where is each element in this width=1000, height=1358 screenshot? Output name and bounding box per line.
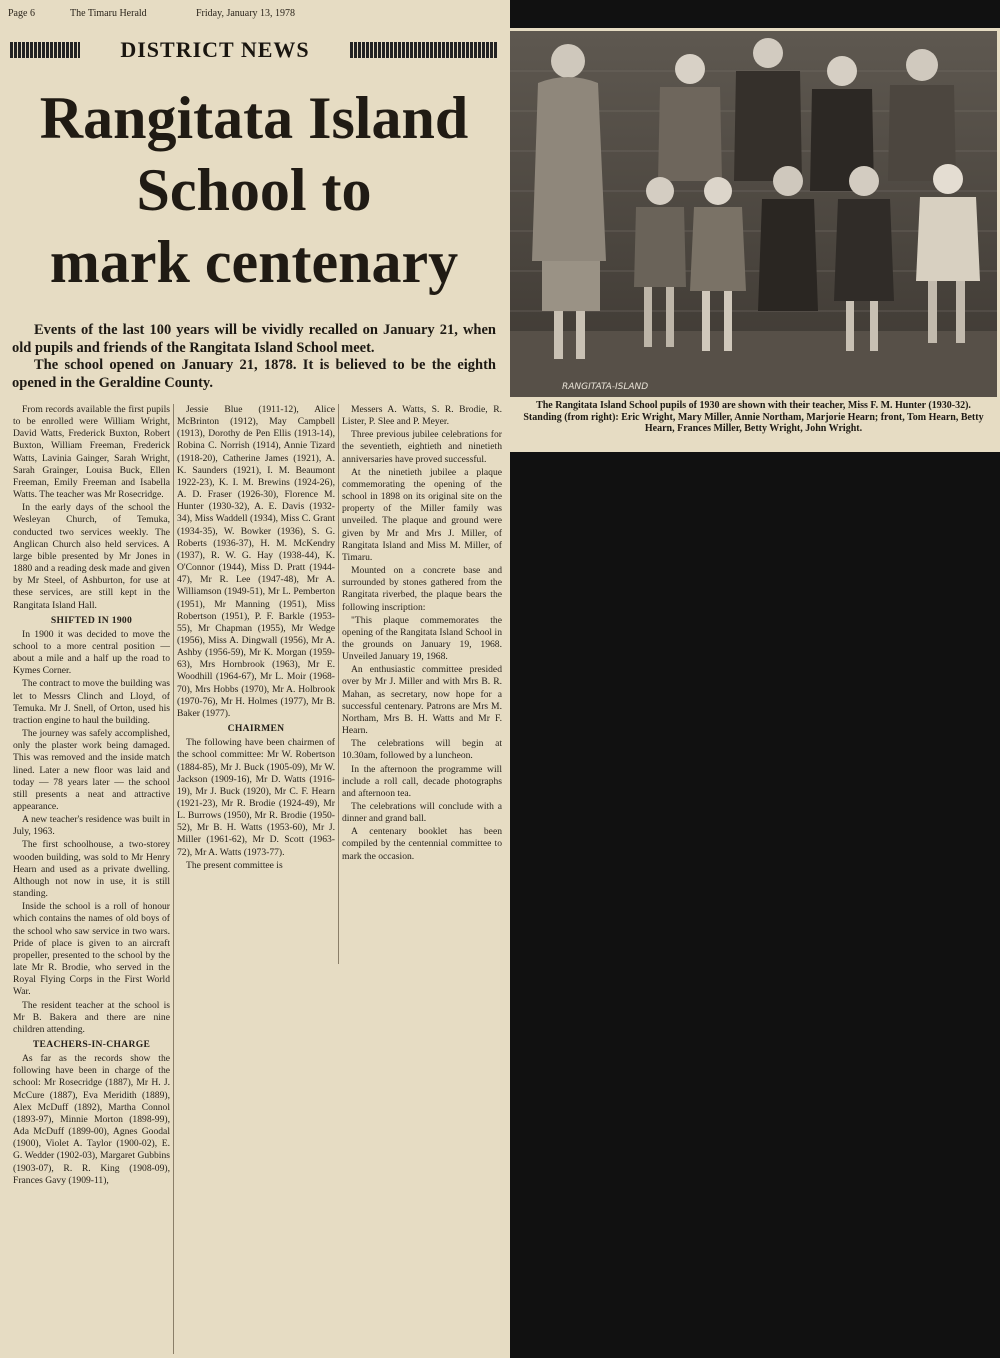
paragraph: The celebrations will conclude with a dinner and grand ball. bbox=[342, 801, 502, 825]
paragraph: In the afternoon the programme will include a roll call, decade photographs and afternoon tea. bbox=[342, 763, 502, 799]
column-rule bbox=[173, 404, 174, 1354]
paragraph: In 1900 it was decided to move the school to a more central position — about a mile and a half up the road to Kymes Corner. bbox=[13, 628, 170, 677]
paragraph: The celebrations will begin at 10.30am, followed by a luncheon. bbox=[342, 738, 502, 762]
standfirst bbox=[12, 322, 496, 392]
paragraph: Three previous jubilee celebrations for the seventieth, eightieth and ninetieth anniversaries have proved successful. bbox=[342, 429, 502, 465]
article-column-3 bbox=[342, 404, 502, 864]
paragraph: Messers A. Watts, S. R. Brodie, R. Lister, P. Slee and P. Meyer. bbox=[342, 404, 502, 428]
article-column-2 bbox=[177, 404, 335, 873]
paragraph: The present committee is bbox=[186, 859, 283, 871]
subheading: CHAIRMEN bbox=[227, 723, 285, 735]
paragraph: An enthusiastic committee presided over by Mr J. Miller and with Mrs B. R. Mahan, as secretary, now hope for a successful centenary. Patrons are Mrs M. Northam, Mrs B. H. Watts and Mr F. Hearn. bbox=[342, 664, 502, 737]
paragraph: As far as the records show the following have been in charge of the school: Mr Rosecridge (1887), Mr H. J. McCure (1887), Eva Meridith (1889), Alex McDuff (1892), Martha Connol (1893-97), Minnie Morton (1898-99), Ada McDuff (1899-00), Agnes Goodal (1900), Violet A. Taylor (1900-02), E. G. Wedder (1902-03), Margaret Gubbins (1903-07), R. R. King (1908-09), Frances Gavy (1909-11), bbox=[13, 1053, 170, 1186]
paragraph: "This plaque commemorates the opening of the Rangitata Island School in the grounds on January 19, 1968. Unveiled January 19, 1968. bbox=[342, 614, 502, 663]
paragraph: A new teacher's residence was built in July, 1963. bbox=[13, 814, 170, 838]
masthead bbox=[8, 6, 503, 22]
banner-stripes-right bbox=[350, 42, 498, 58]
subheading: SHIFTED IN 1900 bbox=[50, 614, 133, 626]
newspaper-name: The Timaru Herald bbox=[70, 8, 147, 19]
publication-date: Friday, January 13, 1978 bbox=[196, 8, 296, 19]
paragraph: From records available the first pupils to be enrolled were William Wright, David Watts, Frederick Buxton, Robert Buxton, William Freeman, Frederick Watts, Lavinia Gainger, Sarah Wright, Sarah Grainger, Louisa Buck, Ellen Freeman, Emily Freeman and Isabella Watts. The teacher was Mr Rosecridge. bbox=[13, 404, 170, 501]
paragraph: Jessie Blue (1911-12), Alice McBrinton (1912), May Campbell (1913), Dorothy de Pen Ellis (1913-14), Robina C. Norrish (1914), Annie Tizard (1918-20), Catherine James (1921), A. K. Saunders (1921), I. M. Beaumont 1922-23), K. I. M. Brewins (1924-26), A. D. Fraser (1926-30), Florence M. Hunter (1930-32), A. E. Davis (1932-34), Miss Waddell (1934), Miss C. Grant (1934-35), W. Bowker (1936), S. G. Roberts (1936-37), H. M. McKendry (1937), R. W. G. Hay (1938-44), K. O'Connor (1944), Miss D. Pratt (1944-47), Mr R. Lee (1947-48), Mr A. Williamson (1949-51), Mr L. Pemberton (1951), Mr Manning (1951), Miss Robertson (1951), P. F. Barkle (1953-55), Mr Chapman (1955), Mr Wedge (1956), Miss A. Dingwall (1956), Mr A. Ashby (1956-59), Mr K. Morgan (1959-63), Mrs Hornbrook (1963), Mr E. Woodhill (1964-67), Mr L. Moir (1968-70), Mrs Hobbs (1970), Mr A. Holbrook (1970-76), Mr H. Holmes (1977), Mr B. Baker (1977). bbox=[177, 404, 335, 719]
standfirst-paragraph: The school opened on January 21, 1878. It is believed to be the eighth opened in the Geraldine County. bbox=[12, 357, 496, 391]
headline-line: Rangitata Island bbox=[39, 85, 469, 151]
photo-inscription: RANGITATA-ISLAND bbox=[562, 382, 649, 392]
paragraph: A centenary booklet has been compiled by the centennial committee to mark the occasion. bbox=[342, 826, 502, 862]
photo-caption: The Rangitata Island School pupils of 1930 are shown with their teacher, Miss F. M. Hunter (1930-32). Standing (from right): Eric Wright, Mary Miller, Annie Northam, Marjorie Hearn; front, Tom Hearn, Betty Hearn, Frances Miller, Betty Wright, John Wright. bbox=[523, 400, 984, 434]
paragraph: The resident teacher at the school is Mr B. Bakera and there are nine children attending. bbox=[13, 999, 170, 1035]
column-rule bbox=[338, 404, 339, 964]
subheading: TEACHERS-IN-CHARGE bbox=[32, 1038, 151, 1050]
paragraph: At the ninetieth jubilee a plaque commemorating the opening of the school in 1898 on its original site on the property of the Miller family was unveiled. The plaque and ground were given by Mr and Mrs J. Miller, of Rangitata Island and Miss M. Miller, of Timaru. bbox=[342, 466, 502, 563]
section-banner bbox=[10, 38, 498, 64]
headline-line: School to bbox=[136, 157, 372, 223]
paragraph: In the early days of the school the Wesleyan Church, of Temuka, conducted two services weekly. The Anglican Church also held services. A large bible presented by Mr Jones in 1880 and a reading desk made and given by Mr Steel, of Ashburton, for use at these services, are still kept in the Rangitata Island Hall. bbox=[13, 502, 170, 611]
headline bbox=[10, 82, 498, 298]
section-title: DISTRICT NEWS bbox=[120, 37, 310, 62]
paragraph: Mounted on a concrete base and surrounded by stones gathered from the Rangitata riverbed, the plaque bears the following inscription: bbox=[342, 565, 502, 613]
photo-clipping bbox=[507, 28, 1000, 452]
banner-stripes-left bbox=[10, 42, 80, 58]
paragraph: The journey was safely accomplished, only the plaster work being damaged. This was removed and the inside match lined. Later a new floor was laid and today — 78 years later — the school still presents a neat and attractive appearance. bbox=[13, 728, 170, 812]
standfirst-paragraph: Events of the last 100 years will be vividly recalled on January 21, when old pupils and friends of the Rangitata Island School meet. bbox=[12, 322, 496, 356]
headline-line: mark centenary bbox=[49, 229, 459, 295]
paragraph: Inside the school is a roll of honour which contains the names of old boys of the school who saw service in two wars. Pride of place is given to an aircraft propeller, presented to the school by the late Mr R. Brodie, who served in the Royal Flying Corps in the First World War. bbox=[13, 901, 170, 998]
page-number: Page 6 bbox=[8, 8, 35, 19]
paragraph: The following have been chairmen of the school committee: Mr W. Robertson (1884-85), Mr J. Buck (1905-09), Mr W. Jackson (1909-16), Mr D. Watts (1916-19), Mr J. Buck (1920), Mr C. F. Hearn (1921-23), Mr R. Brodie (1924-49), Mr L. Burrows (1950), Mr R. Brodie (1950-52), Mr B. H. Watts (1953-60), Mr J. Miller (1961-62), Mr D. Scott (1963-72), Mr A. Watts (1973-77). bbox=[177, 737, 335, 858]
class-photograph bbox=[510, 31, 997, 397]
paragraph: The contract to move the building was let to Messrs Clinch and Lloyd, of Temuka. Mr J. Snell, of Orton, used his traction engine to haul the building. bbox=[13, 678, 170, 726]
paragraph: The first schoolhouse, a two-storey wooden building, was sold to Mr Henry Hearn and used as a private dwelling. Although not now in use, it is still standing. bbox=[13, 839, 170, 900]
article-column-1 bbox=[13, 404, 170, 1188]
